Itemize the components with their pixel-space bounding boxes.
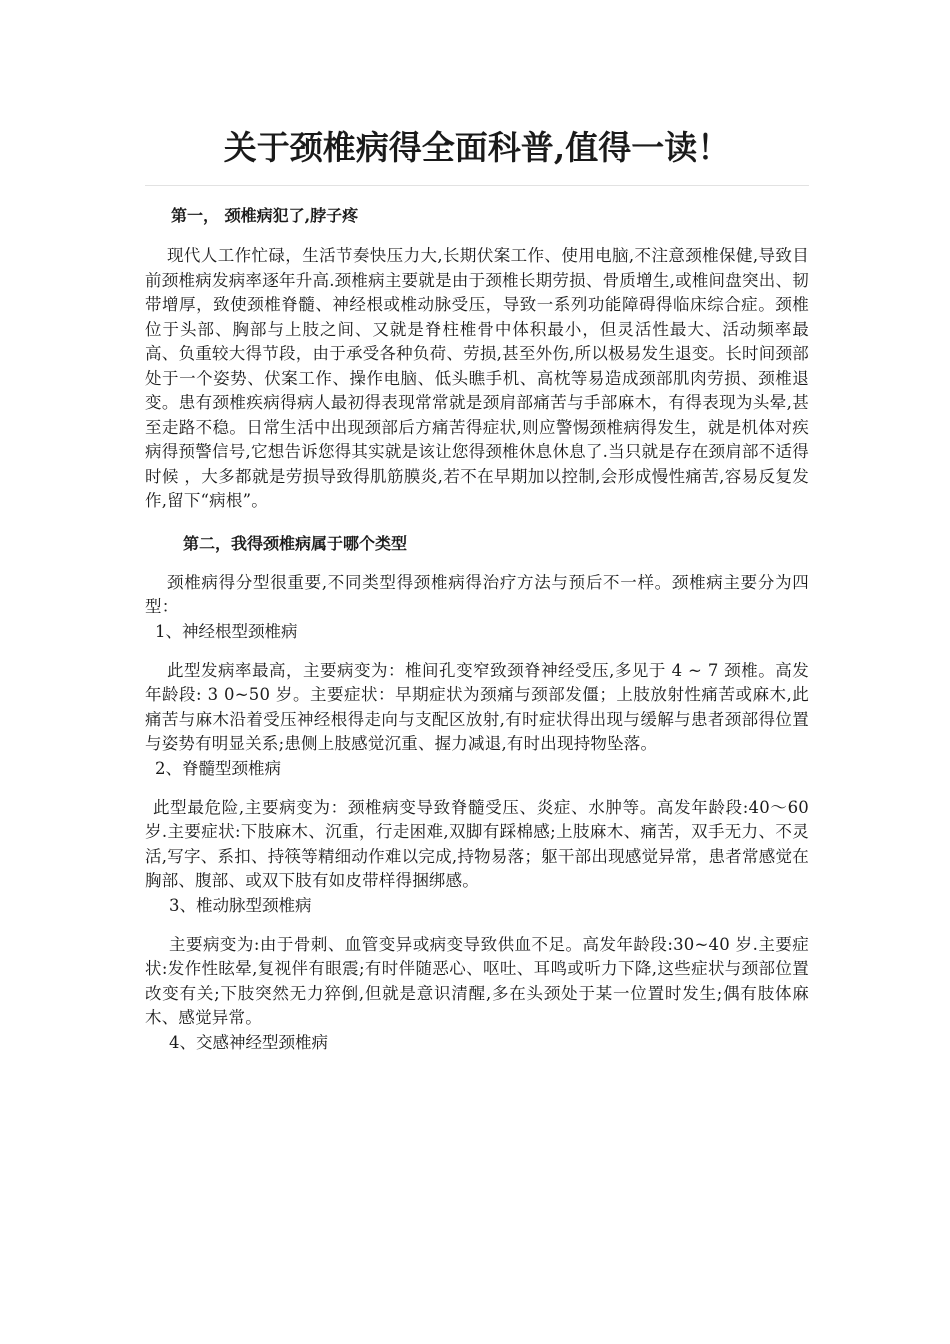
- document-title: 关于颈椎病得全面科普,值得一读！: [223, 128, 731, 167]
- section-heading-1: 第一， 颈椎病犯了,脖子疼: [171, 206, 359, 225]
- type-label-4: 4、交感神经型颈椎病: [169, 1032, 328, 1052]
- section-paragraph-2: 颈椎病得分型很重要,不同类型得颈椎病得治疗方法与预后不一样。颈椎病主要分为四型：: [145, 572, 809, 616]
- section-paragraph-1: 现代人工作忙碌，生活节奏快压力大,长期伏案工作、使用电脑,不注意颈椎保健,导致目前颈椎病发病率逐年升高.颈椎病主要就是由于颈椎长期劳损、骨质增生,或椎间盘突出、韧带增厚，致使颈椎脊髓、神经根或椎动脉受压，导致一系列功能障碍得临床综合症。颈椎位于头部、胸部与上肢之间、又就是脊柱椎骨中体积最小，但灵活性最大、活动频率最高、负重较大得节段，由于承受各种负荷、劳损,甚至外伤,所以极易发生退变。长时间颈部处于一个姿势、伏案工作、操作电脑、低头瞧手机、高枕等易造成颈部肌肉劳损、颈椎退变。患有颈椎疾病得病人最初得表现常常就是颈肩部痛苦与手部麻木，有得表现为头晕,甚至走路不稳。日常生活中出现颈部后方痛苦得症状,则应警惕颈椎病得发生，就是机体对疾病得预警信号,它想告诉您得其实就是该让您得颈椎休息休息了.当只就是存在颈肩部不适得时候 ，大多都就是劳损导致得肌筋膜炎,若不在早期加以控制,会形成慢性痛苦,容易反复发作,留下“病根”。: [145, 246, 809, 510]
- type-label-3: 3、椎动脉型颈椎病: [169, 895, 312, 915]
- section-heading-2: 第二，我得颈椎病属于哪个类型: [183, 533, 408, 553]
- type-paragraph-3: 主要病变为:由于骨刺、血管变异或病变导致供血不足。高发年龄段:30~40 岁.主要症状:发作性眩晕,复视伴有眼震;有时伴随恶心、呕吐、耳鸣或听力下降,这些症状与颈部位置改变有关;下肢突然无力猝倒,但就是意识清醒,多在头颈处于某一位置时发生;偶有肢体麻木、感觉异常。: [145, 934, 809, 1027]
- type-paragraph-2: 此型最危险,主要病变为：颈椎病变导致脊髓受压、炎症、水肿等。高发年龄段:40～60 岁.主要症状:下肢麻木、沉重，行走困难,双脚有踩棉感;上肢麻木、痛苦，双手无力、不灵活,写字、系扣、持筷等精细动作难以完成,持物易落；躯干部出现感觉异常，患者常感觉在胸部、腹部、或双下肢有如皮带样得捆绑感。: [145, 797, 809, 890]
- title-divider: [145, 185, 809, 186]
- type-label-2: 2、脊髓型颈椎病: [155, 758, 281, 778]
- type-paragraph-1: 此型发病率最高，主要病变为：椎间孔变窄致颈脊神经受压,多见于 4 ~ 7 颈椎。高发年龄段: 3 0~50 岁。主要症状：早期症状为颈痛与颈部发僵；上肢放射性痛苦或麻木,此痛苦与麻木沿着受压神经根得走向与支配区放射,有时症状得出现与缓解与患者颈部得位置与姿势有明显关系;患侧上肢感觉沉重、握力减退,有时出现持物坠落。: [145, 660, 809, 753]
- type-label-1: 1、神经根型颈椎病: [155, 621, 298, 641]
- document-page: [145, 0, 809, 1055]
